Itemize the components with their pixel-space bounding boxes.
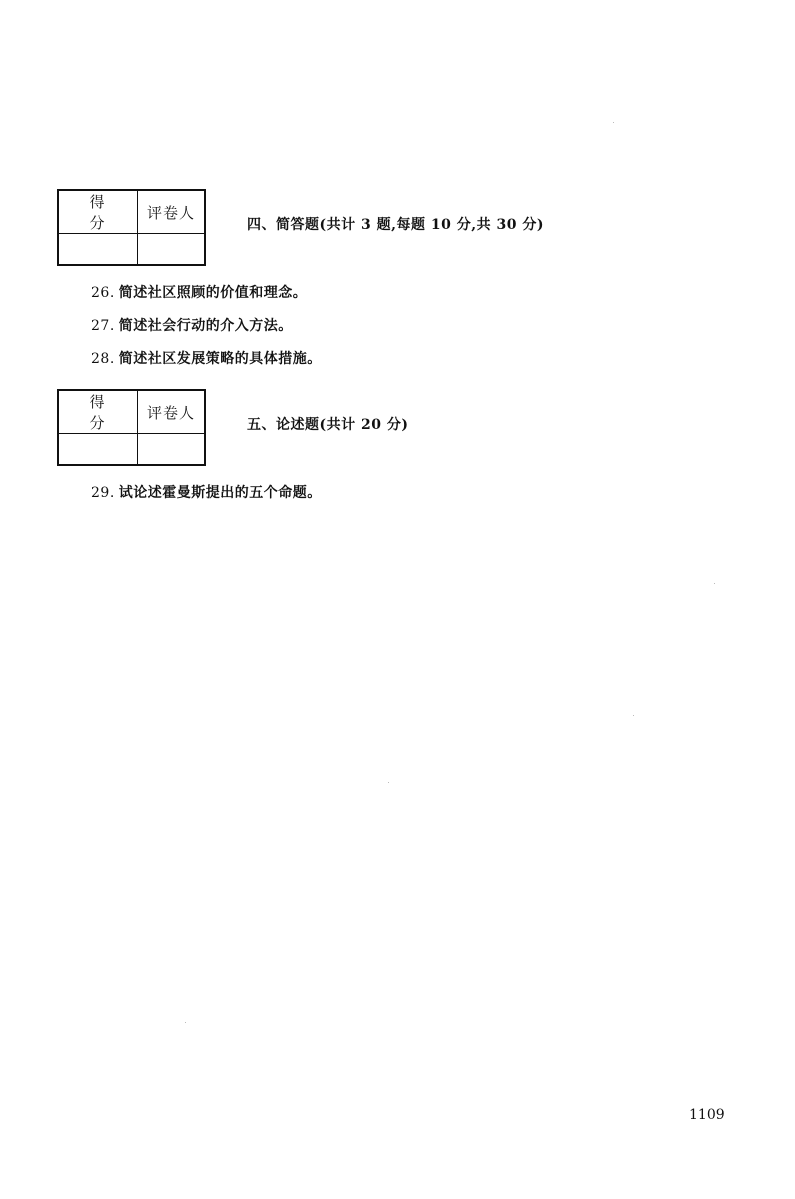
score-box-section4: [57, 189, 206, 266]
question-28: [91, 348, 322, 368]
scan-speck: [714, 583, 715, 584]
question-number: 26.: [91, 285, 115, 301]
score-header: 得 分: [58, 390, 138, 434]
question-number: 29.: [91, 485, 115, 501]
question-29: [91, 482, 322, 502]
score-cell: [58, 434, 138, 466]
section-title-essay: 五、论述题(共计 20 分): [247, 417, 409, 433]
section-title-short-answer: 四、简答题(共计 3 题,每题 10 分,共 30 分): [247, 217, 544, 233]
question-text: 试论述霍曼斯提出的五个命题。: [118, 485, 322, 501]
question-26: [91, 282, 307, 302]
question-text: 简述社区发展策略的具体措施。: [118, 351, 322, 367]
score-box-section5: [57, 389, 206, 466]
grader-cell: [138, 234, 206, 266]
grader-cell: [138, 434, 206, 466]
scan-speck: [388, 782, 389, 783]
question-27: [91, 315, 293, 335]
question-number: 28.: [91, 351, 115, 367]
score-cell: [58, 234, 138, 266]
question-text: 简述社区照顾的价值和理念。: [118, 285, 308, 301]
scan-speck: [185, 1022, 186, 1023]
grader-header: 评卷人: [138, 190, 206, 234]
scan-speck: [613, 122, 614, 123]
question-text: 简述社会行动的介入方法。: [118, 318, 293, 334]
score-header: 得 分: [58, 190, 138, 234]
grader-header: 评卷人: [138, 390, 206, 434]
question-number: 27.: [91, 318, 115, 334]
page-number: 1109: [689, 1107, 725, 1123]
scan-speck: [633, 715, 634, 716]
